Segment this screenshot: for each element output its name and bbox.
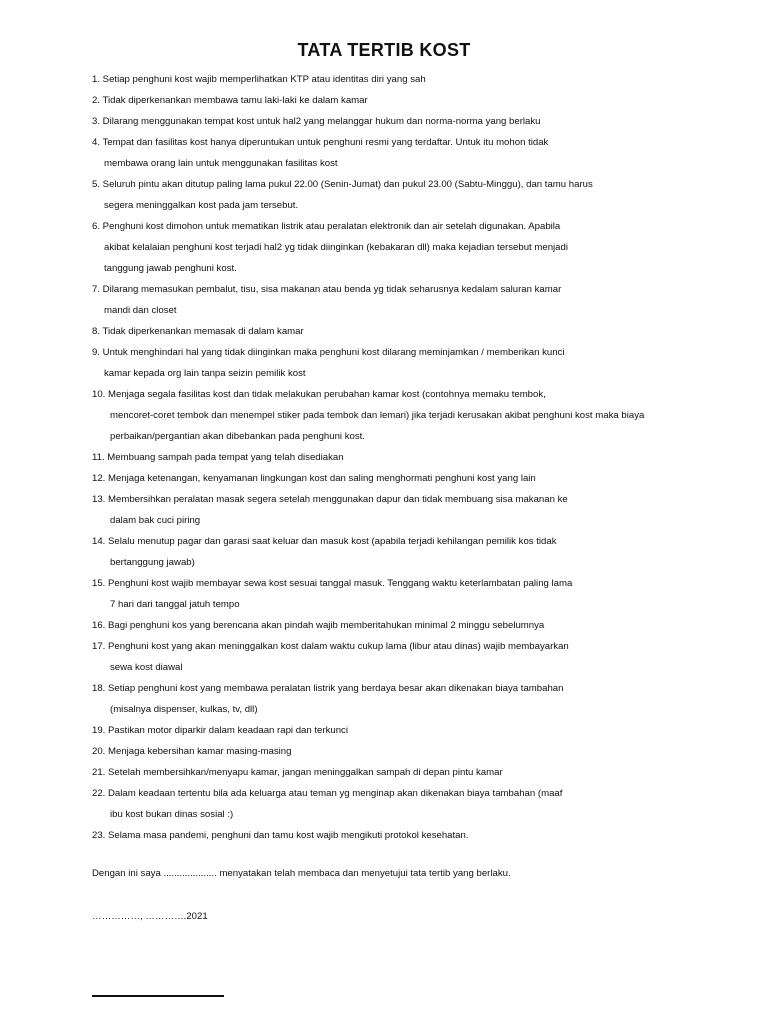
rule-item — [92, 681, 712, 723]
rule-item — [92, 492, 712, 534]
agreement-statement: Dengan ini saya .................... menyatakan telah membaca dan menyetujui tata tertib yang berlaku. — [92, 868, 511, 879]
rule-text: 5. Seluruh pintu akan ditutup paling lama pukul 22.00 (Senin-Jumat) dan pukul 23.00 (Sabtu-Minggu), dan tamu harus — [92, 179, 593, 190]
rule-text-continuation: bertanggung jawab) — [110, 557, 195, 568]
rule-text: 14. Selalu menutup pagar dan garasi saat keluar dan masuk kost (apabila terjadi kehilangan pemilik kos tidak — [92, 536, 557, 547]
rule-text: 4. Tempat dan fasilitas kost hanya diperuntukan untuk penghuni resmi yang terdaftar. Untuk itu mohon tidak — [92, 137, 549, 148]
rule-item — [92, 282, 712, 324]
rule-item — [92, 387, 712, 450]
rule-text: 17. Penghuni kost yang akan meninggalkan kost dalam waktu cukup lama (libur atau dinas) wajib membayarkan — [92, 641, 569, 652]
rule-text: 16. Bagi penghuni kos yang berencana akan pindah wajib memberitahukan minimal 2 minggu sebelumnya — [92, 620, 545, 631]
rule-text-continuation: kamar kepada org lain tanpa seizin pemilik kost — [104, 368, 306, 379]
rule-item — [92, 639, 712, 681]
rule-text-continuation: segera meninggalkan kost pada jam tersebut. — [104, 200, 299, 211]
place-date-line: ……………, ………….2021 — [92, 911, 208, 922]
rule-item — [92, 618, 712, 639]
rule-text-continuation: perbaikan/pergantian akan dibebankan pada penghuni kost. — [110, 431, 365, 442]
rule-text: 18. Setiap penghuni kost yang membawa peralatan listrik yang berdaya besar akan dikenakan biaya tambahan — [92, 683, 564, 694]
rule-text-continuation: akibat kelalaian penghuni kost terjadi hal2 yg tidak diinginkan (kebakaran dll) maka kejadian tersebut menjadi — [104, 242, 568, 253]
rules-list — [92, 72, 712, 849]
rule-text: 15. Penghuni kost wajib membayar sewa kost sesuai tanggal masuk. Tenggang waktu keterlambatan paling lama — [92, 578, 573, 589]
rule-text-continuation: (misalnya dispenser, kulkas, tv, dll) — [110, 704, 258, 715]
rule-item — [92, 786, 712, 828]
rule-item — [92, 723, 712, 744]
rule-item — [92, 72, 712, 93]
rule-text-continuation: tanggung jawab penghuni kost. — [104, 263, 237, 274]
rule-text: 9. Untuk menghindari hal yang tidak diinginkan maka penghuni kost dilarang meminjamkan / memberikan kunci — [92, 347, 565, 358]
rule-item — [92, 534, 712, 576]
rule-text-continuation: membawa orang lain untuk menggunakan fasilitas kost — [104, 158, 338, 169]
rule-text: 19. Pastikan motor diparkir dalam keadaan rapi dan terkunci — [92, 725, 348, 736]
rule-text: 10. Menjaga segala fasilitas kost dan tidak melakukan perubahan kamar kost (contohnya memaku tembok, — [92, 389, 546, 400]
rule-text: 13. Membersihkan peralatan masak segera setelah menggunakan dapur dan tidak membuang sisa makanan ke — [92, 494, 568, 505]
rule-text: 22. Dalam keadaan tertentu bila ada keluarga atau teman yg menginap akan dikenakan biaya tambahan (maaf — [92, 788, 563, 799]
rule-text-continuation: mandi dan closet — [104, 305, 177, 316]
rule-item — [92, 450, 712, 471]
rule-text: 23. Selama masa pandemi, penghuni dan tamu kost wajib mengikuti protokol kesehatan. — [92, 830, 469, 841]
rule-item — [92, 828, 712, 849]
document-title: TATA TERTIB KOST — [297, 40, 471, 60]
rule-item — [92, 576, 712, 618]
rule-text: 20. Menjaga kebersihan kamar masing-masing — [92, 746, 292, 757]
rule-item — [92, 471, 712, 492]
rule-text: 12. Menjaga ketenangan, kenyamanan lingkungan kost dan saling menghormati penghuni kost yang lain — [92, 473, 536, 484]
rule-text-continuation: ibu kost bukan dinas sosial :) — [110, 809, 234, 820]
rule-text-continuation: mencoret-coret tembok dan menempel stiker pada tembok dan lemari) jika terjadi kerusakan akibat penghuni kost maka biaya — [110, 410, 645, 421]
rule-text: 2. Tidak diperkenankan membawa tamu laki-laki ke dalam kamar — [92, 95, 368, 106]
rule-text: 7. Dilarang memasukan pembalut, tisu, sisa makanan atau benda yg tidak seharusnya kedalam saluran kamar — [92, 284, 562, 295]
signature-line — [92, 995, 224, 997]
rule-item — [92, 93, 712, 114]
rule-item — [92, 324, 712, 345]
rule-text: 8. Tidak diperkenankan memasak di dalam kamar — [92, 326, 304, 337]
rule-item — [92, 765, 712, 786]
rule-text: 3. Dilarang menggunakan tempat kost untuk hal2 yang melanggar hukum dan norma-norma yang berlaku — [92, 116, 541, 127]
rule-text-continuation: dalam bak cuci piring — [110, 515, 201, 526]
rule-item — [92, 135, 712, 177]
rule-item — [92, 114, 712, 135]
rule-text: 21. Setelah membersihkan/menyapu kamar, jangan meninggalkan sampah di depan pintu kamar — [92, 767, 503, 778]
rule-text-continuation: 7 hari dari tanggal jatuh tempo — [110, 599, 240, 610]
rule-text: 6. Penghuni kost dimohon untuk mematikan listrik atau peralatan elektronik dan air setelah digunakan. Apabila — [92, 221, 561, 232]
rule-item — [92, 345, 712, 387]
rule-text-continuation: sewa kost diawal — [110, 662, 183, 673]
rule-item — [92, 219, 712, 282]
rule-item — [92, 177, 712, 219]
rule-item — [92, 744, 712, 765]
rule-text: 1. Setiap penghuni kost wajib memperlihatkan KTP atau identitas diri yang sah — [92, 74, 426, 85]
rule-text: 11. Membuang sampah pada tempat yang telah disediakan — [92, 452, 344, 463]
